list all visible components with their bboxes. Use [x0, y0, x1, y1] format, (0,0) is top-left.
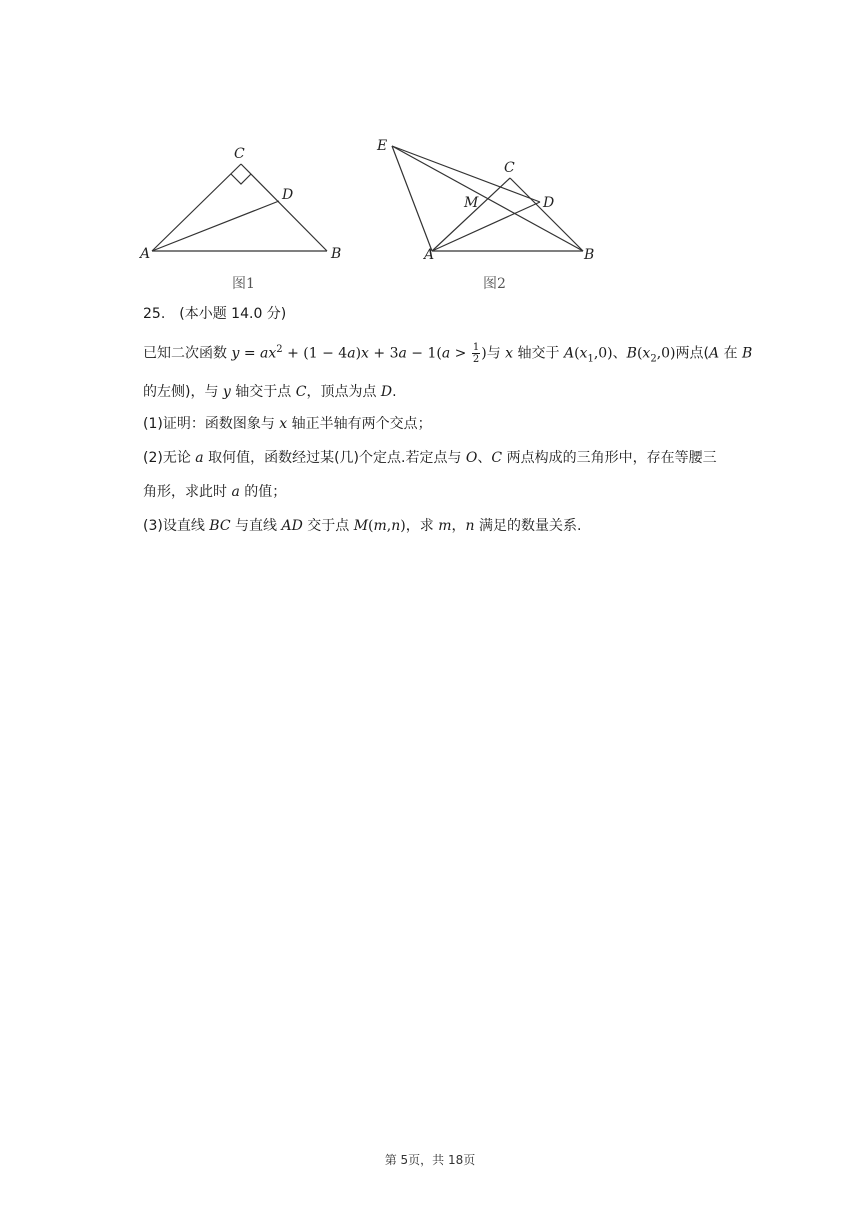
segment-EA: [392, 146, 432, 251]
question-part-2-line-1: (2)无论 a 取何值，函数经过某(几)个定点.若定点与 O、C 两点构成的三角形中，存在等腰三: [143, 450, 717, 466]
fraction-one-half: $\frac{1}{2}$: [472, 342, 480, 366]
question-part-2-line-2: 角形，求此时 a 的值；: [143, 484, 287, 500]
segment-AD: [152, 201, 279, 251]
question-part-1: (1)证明：函数图象与 x 轴正半轴有两个交点；: [143, 416, 432, 432]
label-D: D: [282, 187, 294, 203]
label-D: D: [543, 195, 555, 211]
figure-2-caption: 图2: [483, 276, 506, 292]
segment-CB: [241, 164, 327, 251]
label-E: E: [377, 138, 388, 154]
question-part-3: (3)设直线 BC 与直线 AD 交于点 M(m,n)，求 m，n 满足的数量关系.: [143, 518, 582, 534]
segment-ED: [392, 146, 540, 202]
figure-2: [370, 134, 610, 270]
question-stem-line-2: 的左侧)，与 y 轴交于点 C，顶点为点 D.: [143, 384, 397, 400]
segment-CB: [510, 178, 583, 251]
figure-1: [130, 140, 350, 270]
segment-EB: [392, 146, 583, 251]
label-C: C: [234, 146, 245, 162]
label-B: B: [584, 247, 595, 263]
segment-AD: [432, 202, 540, 251]
right-angle-mark: [231, 174, 251, 184]
label-A: A: [424, 247, 435, 263]
label-M: M: [464, 195, 479, 211]
page-footer: 第 5页，共 18页: [384, 1153, 476, 1167]
figure-1-caption: 图1: [232, 276, 255, 292]
label-C: C: [504, 160, 515, 176]
question-header: 25. (本小题 14.0 分): [143, 306, 287, 322]
question-stem-line-1: 已知二次函数 $y = ax^2 + (1 - 4a)x + 3a - 1(a$ > $\frac{1}{2}$ )与 x 轴交于 $A(x_1,0)$、$B(x_2,0)$两点(A 在 B: [143, 342, 753, 366]
label-B: B: [331, 246, 342, 262]
segment-AC: [152, 164, 241, 251]
label-A: A: [140, 246, 151, 262]
